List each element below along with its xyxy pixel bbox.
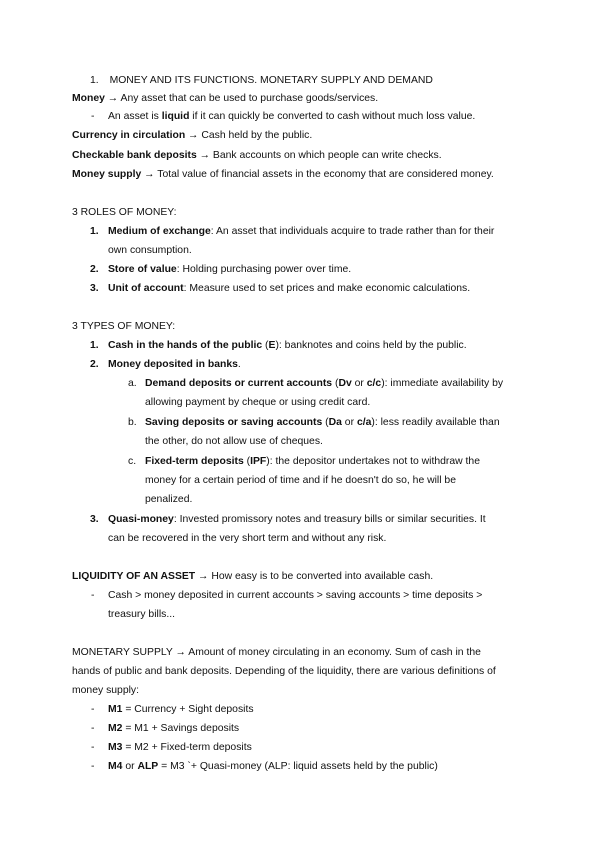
bullet-dash: - xyxy=(91,723,95,734)
abbr: Dv xyxy=(338,378,352,389)
list-number: 1. xyxy=(90,226,99,237)
sub-item-cont: the other, do not allow use of cheques. xyxy=(145,436,323,447)
term: Quasi-money xyxy=(108,514,174,525)
liquidity-definition xyxy=(72,570,433,583)
role-item xyxy=(108,225,494,238)
abbr: c/c xyxy=(366,378,382,389)
list-number: 2. xyxy=(90,359,99,370)
definition: → Total value of financial assets in the economy that are considered money. xyxy=(141,169,494,180)
sub-item-cont: penalized. xyxy=(145,494,193,505)
term: Money supply xyxy=(72,169,142,180)
term: Checkable bank deposits xyxy=(72,150,197,161)
text: ( xyxy=(262,340,269,351)
definition: → Any asset that can be used to purchase goods/services. xyxy=(104,93,379,104)
text: = M3 `+ Quasi-money (ALP: liquid assets held by the public) xyxy=(158,761,438,772)
term: ALP xyxy=(137,761,159,772)
money-definition xyxy=(72,92,378,105)
liquid-bullet xyxy=(91,110,94,123)
type-item xyxy=(108,339,467,352)
sub-item xyxy=(145,416,500,429)
term: M1 xyxy=(108,704,123,715)
term: M3 xyxy=(108,742,123,753)
liquidity-bullet: Cash > money deposited in current accounts > saving accounts > time deposits > xyxy=(108,590,483,601)
liquid-definition xyxy=(108,110,475,123)
abbr: c/a xyxy=(356,417,372,428)
sub-item-cont: allowing payment by cheque or using credit card. xyxy=(145,397,371,408)
text: = Currency + Sight deposits xyxy=(122,704,254,715)
bullet-dash: - xyxy=(91,761,95,772)
abbr: IPF xyxy=(250,456,267,467)
term: Demand deposits or current accounts xyxy=(145,378,333,389)
abbr: Da xyxy=(328,417,342,428)
text: ): banknotes and coins held by the public. xyxy=(275,340,467,351)
term: Currency in circulation xyxy=(72,130,186,141)
list-number: 1. xyxy=(90,340,99,351)
m1-definition xyxy=(108,703,254,716)
type-item xyxy=(108,358,241,371)
abbr: E xyxy=(268,340,276,351)
sub-item xyxy=(145,455,480,468)
m3-definition xyxy=(108,741,252,754)
text: ( xyxy=(332,378,339,389)
text: ( xyxy=(322,417,329,428)
sub-letter: b. xyxy=(128,417,137,428)
monetary-paragraph: MONETARY SUPPLY → Amount of money circulating in an economy. Sum of cash in the xyxy=(72,647,481,658)
bullet-dash: - xyxy=(91,111,95,122)
term: M2 xyxy=(108,723,123,734)
sub-letter: c. xyxy=(128,456,137,467)
sub-item-cont: money for a certain period of time and if he doesn't do so, he will be xyxy=(145,475,456,486)
term: Cash in the hands of the public xyxy=(108,340,263,351)
text: : Holding purchasing power over time. xyxy=(176,264,352,275)
role-item xyxy=(108,263,351,276)
term: Fixed-term deposits xyxy=(145,456,244,467)
list-number: 2. xyxy=(90,264,99,275)
text: An asset is xyxy=(108,111,162,122)
text: or xyxy=(351,378,367,389)
monetary-paragraph: hands of public and bank deposits. Depending of the liquidity, there are various definitions of xyxy=(72,666,496,677)
term: Money deposited in banks xyxy=(108,359,238,370)
sub-item xyxy=(145,377,503,390)
text: or xyxy=(122,761,138,772)
definition: → Cash held by the public. xyxy=(185,130,313,141)
heading-text: MONEY AND ITS FUNCTIONS. MONETARY SUPPLY AND DEMAND xyxy=(109,75,433,86)
text: if it can quickly be converted to cash without much loss value. xyxy=(189,111,476,122)
text: ): immediate availability by xyxy=(381,378,504,389)
text: ): the depositor undertakes not to withdraw the xyxy=(266,456,480,467)
bullet-dash: - xyxy=(91,704,95,715)
text: : Measure used to set prices and make economic calculations. xyxy=(183,283,471,294)
term: Saving deposits or saving accounts xyxy=(145,417,323,428)
text: : Invested promissory notes and treasury bills or similar securities. It xyxy=(173,514,486,525)
supply-definition xyxy=(72,168,494,181)
text: = M1 + Savings deposits xyxy=(122,723,240,734)
monetary-paragraph: money supply: xyxy=(72,685,139,696)
bullet-dash: - xyxy=(91,742,95,753)
definition: → How easy is to be converted into available cash. xyxy=(195,571,434,582)
type-item xyxy=(108,513,486,526)
section-heading xyxy=(90,74,433,87)
term: Medium of exchange xyxy=(108,226,211,237)
heading-number: 1. xyxy=(90,75,99,86)
term: LIQUIDITY OF AN ASSET xyxy=(72,571,196,582)
roles-heading: 3 ROLES OF MONEY: xyxy=(72,207,177,218)
sub-letter: a. xyxy=(128,378,137,389)
role-item-cont: own consumption. xyxy=(108,245,192,256)
liquidity-bullet-cont: treasury bills... xyxy=(108,609,175,620)
list-number: 3. xyxy=(90,283,99,294)
term: liquid xyxy=(161,111,190,122)
checkable-definition xyxy=(72,149,442,162)
currency-definition xyxy=(72,129,312,142)
definition: → Bank accounts on which people can write checks. xyxy=(196,150,442,161)
term: Unit of account xyxy=(108,283,184,294)
type-item-cont: can be recovered in the very short term and without any risk. xyxy=(108,533,387,544)
term: M4 xyxy=(108,761,123,772)
term: Store of value xyxy=(108,264,177,275)
text: ): less readily available than xyxy=(371,417,500,428)
text: = M2 + Fixed-term deposits xyxy=(122,742,252,753)
text: or xyxy=(341,417,357,428)
text: ( xyxy=(243,456,251,467)
m2-definition xyxy=(108,722,239,735)
bullet-dash: - xyxy=(91,590,95,601)
list-number: 3. xyxy=(90,514,99,525)
m4-definition xyxy=(108,760,438,773)
text: : An asset that individuals acquire to trade rather than for their xyxy=(210,226,495,237)
types-heading: 3 TYPES OF MONEY: xyxy=(72,321,176,332)
text: . xyxy=(237,359,241,370)
role-item xyxy=(108,282,470,295)
term: Money xyxy=(72,93,105,104)
